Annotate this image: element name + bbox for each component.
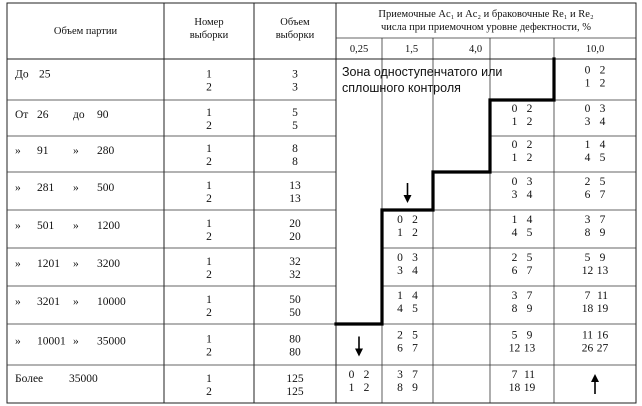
criteria-c025-ac2: 1: [348, 382, 355, 394]
criteria-c15-re1: 5: [412, 329, 418, 342]
criteria-c100-re1: 2: [599, 64, 606, 77]
criteria-c100-ac2: 4: [584, 152, 591, 164]
header-sample-number: выборки: [189, 30, 229, 41]
criteria-c40-re1: 2: [526, 103, 533, 115]
lot-prefix: »: [15, 145, 21, 157]
zone-boundary: [336, 59, 554, 324]
criteria-c100-re1: 4: [599, 139, 606, 151]
sample-size: 32: [289, 256, 301, 268]
sample-number: 1: [206, 333, 212, 346]
sample-number: 1: [206, 180, 212, 192]
aql-level: 10,0: [585, 44, 605, 55]
criteria-c15-re1: 2: [412, 214, 418, 226]
criteria-c100-ac1: 0: [584, 64, 591, 77]
header-sample-number: Номер: [194, 17, 224, 28]
criteria-c100-re2: 5: [599, 152, 606, 164]
lot-prefix: »: [15, 296, 21, 308]
lot-to-label: до: [73, 109, 85, 121]
criteria-c15-re1: 3: [412, 252, 418, 264]
criteria-c15-re2: 4: [412, 265, 418, 277]
lot-from: 25: [39, 68, 51, 81]
criteria-c15-re2: 2: [412, 227, 418, 239]
sample-number: 1: [206, 373, 212, 385]
criteria-c40-ac1: 0: [511, 103, 518, 115]
aql-level: 4,0: [468, 44, 483, 55]
sample-number: 2: [206, 386, 212, 398]
criteria-c15-re1: 7: [412, 369, 418, 381]
lot-to-label: »: [73, 335, 79, 348]
lot-to: 280: [97, 145, 115, 157]
sample-number: 2: [206, 120, 212, 132]
header-criteria: числа при приемочном уровне дефектности, %: [381, 22, 591, 33]
criteria-c100-ac2: 3: [584, 116, 591, 128]
criteria-c100-ac2: 26: [581, 342, 594, 355]
criteria-c15-ac2: 1: [397, 227, 403, 239]
criteria-c100-re1: 5: [599, 176, 606, 188]
lot-prefix: До: [15, 68, 29, 81]
criteria-c40-ac2: 12: [508, 342, 521, 355]
lot-prefix: Более: [15, 373, 44, 385]
criteria-c100-ac2: 6: [584, 189, 591, 201]
zone-text: сплошного контроля: [342, 81, 461, 95]
lot-prefix: »: [15, 182, 21, 194]
criteria-c100-ac2: 18: [581, 303, 594, 315]
criteria-c40-re2: 2: [526, 152, 533, 164]
aql-level: 0,25: [349, 44, 369, 55]
criteria-c40-ac2: 3: [511, 189, 518, 201]
criteria-c100-re2: 27: [596, 342, 609, 355]
zone-text: Зона одноступенчатого или: [342, 65, 503, 79]
criteria-c100-ac1: 3: [584, 214, 591, 226]
criteria-c100-re1: 9: [599, 252, 606, 264]
criteria-c40-re1: 11: [523, 369, 536, 381]
lot-to-label: »: [73, 258, 79, 270]
criteria-c15-ac1: 0: [397, 214, 403, 226]
criteria-c100-re1: 11: [596, 290, 609, 302]
criteria-c100-re2: 2: [599, 77, 606, 90]
criteria-c100-ac2: 12: [581, 265, 594, 277]
criteria-c15-re1: 4: [412, 290, 418, 302]
criteria-c100-re1: 7: [599, 214, 606, 226]
criteria-c15-ac1: 2: [397, 329, 403, 342]
lot-to-label: »: [73, 220, 79, 232]
criteria-c15-ac2: 4: [397, 303, 403, 315]
criteria-c40-ac1: 5: [511, 329, 518, 342]
sample-size: 50: [289, 307, 301, 319]
sample-size: 125: [286, 386, 304, 398]
lot-to: 35000: [97, 335, 126, 348]
criteria-c15-ac1: 3: [397, 369, 403, 381]
sample-size: 80: [289, 346, 301, 359]
criteria-c025-ac1: 0: [348, 369, 355, 381]
lot-from: 91: [37, 145, 49, 157]
lot-to: 3200: [97, 258, 120, 270]
criteria-c40-re2: 7: [526, 265, 533, 277]
sample-size: 32: [289, 269, 301, 281]
header-criteria: Приемочные Ac₁ и Ac₂ и браковочные Re₁ и Re₂: [378, 9, 594, 20]
criteria-c40-ac2: 8: [511, 303, 518, 315]
lot-prefix: »: [15, 258, 21, 270]
criteria-c100-ac1: 2: [584, 176, 591, 188]
lot-from: 10001: [37, 335, 66, 348]
sample-number: 1: [206, 256, 212, 268]
criteria-c100-re2: 7: [599, 189, 606, 201]
criteria-c100-ac1: 7: [584, 290, 591, 302]
header-sample-size: Объем: [280, 17, 310, 28]
sample-size: 13: [289, 193, 301, 205]
criteria-c40-ac1: 7: [511, 369, 518, 381]
sample-number: 2: [206, 156, 212, 168]
sample-number: 1: [206, 294, 212, 306]
lot-to: 90: [97, 109, 109, 121]
criteria-c15-ac1: 0: [397, 252, 403, 264]
criteria-c40-re2: 4: [526, 189, 533, 201]
criteria-c40-ac2: 18: [508, 382, 521, 394]
arrow-up-icon: [591, 374, 599, 394]
sample-size: 3: [292, 81, 298, 94]
lot-to: 10000: [97, 296, 126, 308]
criteria-c100-re2: 13: [596, 265, 609, 277]
criteria-c100-re2: 19: [596, 303, 609, 315]
lot-from: 3201: [37, 296, 60, 308]
criteria-c40-ac2: 1: [511, 116, 518, 128]
criteria-c100-ac1: 11: [581, 329, 594, 342]
header-sample-size: выборки: [275, 30, 315, 41]
lot-from: 26: [37, 109, 49, 121]
sample-size: 20: [289, 231, 301, 243]
lot-to: 500: [97, 182, 115, 194]
table-body: [15, 65, 609, 399]
criteria-c100-ac2: 8: [584, 227, 591, 239]
sample-number: 1: [206, 218, 212, 230]
criteria-c15-re2: 5: [412, 303, 418, 315]
sample-number: 1: [206, 143, 212, 155]
criteria-c40-re1: 3: [526, 176, 533, 188]
arrow-down-icon: [404, 183, 412, 203]
sample-number: 2: [206, 346, 212, 359]
criteria-c025-re1: 2: [363, 369, 370, 381]
lot-to: 1200: [97, 220, 120, 232]
criteria-c40-ac2: 1: [511, 152, 518, 164]
sample-number: 1: [206, 68, 212, 81]
criteria-c40-re1: 5: [526, 252, 533, 264]
criteria-c15-re2: 9: [412, 382, 418, 394]
sample-size: 5: [292, 120, 298, 132]
criteria-c40-re2: 9: [526, 303, 533, 315]
criteria-c100-ac1: 0: [584, 103, 591, 115]
lot-prefix: »: [15, 220, 21, 232]
table-header: [54, 9, 604, 55]
sample-size: 13: [289, 180, 301, 192]
criteria-c40-re1: 2: [526, 139, 533, 151]
criteria-c40-re1: 9: [526, 329, 533, 342]
criteria-c40-re1: 4: [526, 214, 533, 226]
lot-to-label: »: [73, 145, 79, 157]
sample-size: 8: [292, 143, 298, 155]
aql-level: 1,5: [404, 44, 419, 55]
criteria-c40-re1: 7: [526, 290, 533, 302]
sample-size: 125: [286, 373, 304, 385]
lot-from: 35000: [69, 373, 98, 385]
sample-size: 50: [289, 294, 301, 306]
criteria-c100-ac2: 1: [584, 77, 591, 90]
criteria-c40-re2: 2: [526, 116, 533, 128]
criteria-c40-ac1: 2: [511, 252, 518, 264]
criteria-c40-re2: 5: [526, 227, 533, 239]
criteria-c100-re2: 9: [599, 227, 606, 239]
arrow-down-icon: [355, 337, 363, 357]
criteria-c100-re2: 4: [599, 116, 606, 128]
sample-size: 5: [292, 107, 298, 119]
criteria-c15-ac2: 8: [397, 382, 403, 394]
sample-number: 2: [206, 81, 212, 94]
criteria-c025-re2: 2: [363, 382, 370, 394]
criteria-c40-ac1: 1: [511, 214, 518, 226]
criteria-c100-re1: 3: [599, 103, 606, 115]
criteria-c100-ac1: 1: [584, 139, 591, 151]
sample-number: 2: [206, 307, 212, 319]
criteria-c100-re1: 16: [596, 329, 609, 342]
sample-number: 2: [206, 193, 212, 205]
criteria-c40-ac2: 6: [511, 265, 518, 277]
sample-size: 8: [292, 156, 298, 168]
lot-prefix: »: [15, 335, 21, 348]
lot-prefix: От: [15, 109, 29, 121]
header-lot-size: Объем партии: [53, 26, 118, 37]
criteria-c40-re2: 19: [523, 382, 536, 394]
criteria-c40-ac1: 0: [511, 176, 518, 188]
criteria-c15-ac1: 1: [397, 290, 403, 302]
lot-to-label: »: [73, 296, 79, 308]
criteria-c15-ac2: 6: [397, 342, 403, 355]
criteria-c100-ac1: 5: [584, 252, 591, 264]
criteria-c40-ac2: 4: [511, 227, 518, 239]
lot-to-label: »: [73, 182, 79, 194]
sample-number: 2: [206, 269, 212, 281]
sample-size: 3: [292, 68, 298, 81]
criteria-c15-re2: 7: [412, 342, 418, 355]
sample-size: 80: [289, 333, 301, 346]
sample-number: 2: [206, 231, 212, 243]
criteria-c15-ac2: 3: [397, 265, 403, 277]
lot-from: 281: [37, 182, 55, 194]
criteria-c40-ac1: 0: [511, 139, 518, 151]
criteria-c40-ac1: 3: [511, 290, 518, 302]
sample-size: 20: [289, 218, 301, 230]
sample-number: 1: [206, 107, 212, 119]
staircase-line: [336, 59, 554, 324]
lot-from: 501: [37, 220, 55, 232]
lot-from: 1201: [37, 258, 60, 270]
criteria-c40-re2: 13: [523, 342, 536, 355]
